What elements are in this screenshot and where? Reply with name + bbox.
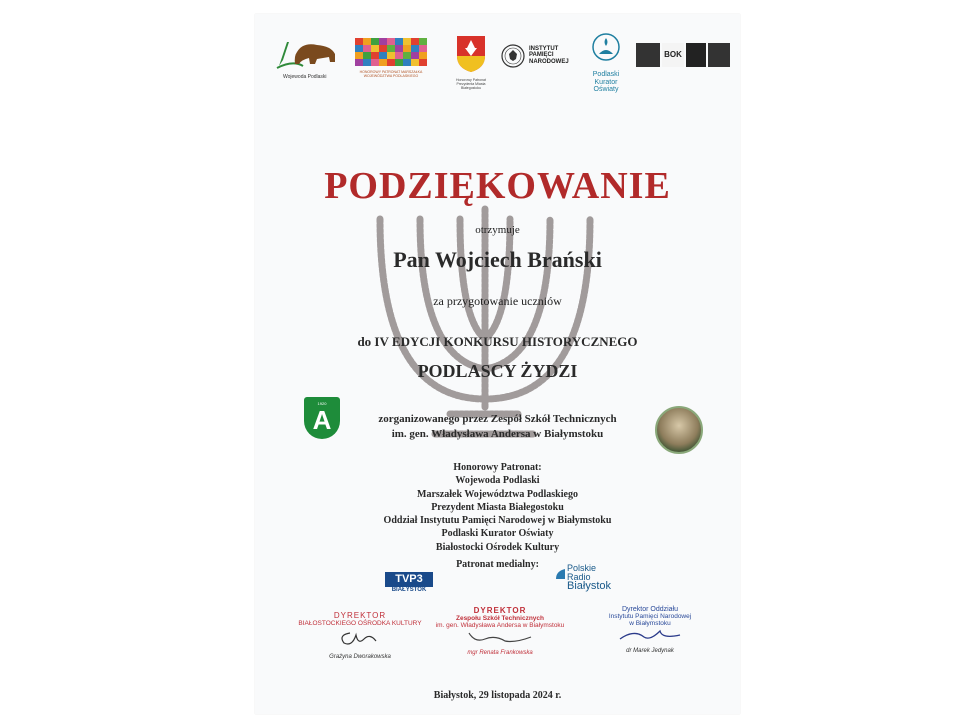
patron-item: Oddział Instytutu Pamięci Narodowej w Białymstoku [383, 515, 612, 527]
school-logo-year: 1920 [317, 401, 327, 406]
kurator-label [581, 71, 631, 94]
patron-item: Wojewoda Podlaski [455, 475, 540, 487]
marszalek-caption: HONOROWY PATRONAT MARSZAŁKA WOJEWÓDZTWA PODLASKIEGO [359, 70, 423, 78]
ipn-label [529, 46, 569, 65]
signature-sub: Instytutu Pamięci Narodowej [608, 613, 692, 620]
certificate-page [255, 14, 740, 714]
eagle-emblem-icon [501, 44, 525, 68]
school-logo-letter: A [312, 405, 332, 435]
certificate-title: PODZIĘKOWANIE [324, 165, 671, 207]
lamp-icon [591, 32, 621, 66]
media-heading: Patronat medialny: [456, 559, 539, 570]
signature-sub-2: im. gen. Władysława Andersa w Białymstoku [435, 622, 565, 629]
receives-text: otrzymuje [475, 224, 520, 236]
signature-name: Grażyna Dworakowska [329, 654, 391, 660]
signature-title: Dyrektor Oddziału [621, 606, 679, 613]
wojewoda-label: Wojewoda Podlaski [283, 74, 327, 80]
handwritten-signature [455, 629, 545, 645]
tvp3-logo [385, 572, 433, 596]
patron-item: Marszałek Województwa Podlaskiego [417, 488, 578, 500]
organizer-line-2: im. gen. Władysława Andersa w Białymstoku [391, 428, 604, 440]
prezydent-logo [451, 34, 491, 96]
edition-text: do IV EDYCJI KONKURSU HISTORYCZNEGO [357, 334, 638, 349]
signature-zst [425, 606, 575, 656]
ipn-line-2: PAMIĘCI [529, 52, 554, 59]
ipn-line-3: NARODOWEJ [529, 58, 569, 65]
signature-name: dr Marek Jedynak [626, 648, 674, 654]
radio-line-3: Białystok [567, 580, 612, 592]
signature-title: DYREKTOR [333, 611, 387, 620]
signature-bok [295, 611, 425, 660]
signature-name: mgr Renata Frankowska [467, 650, 533, 656]
kurator-line-2: Oświaty [593, 86, 619, 94]
ipn-logo [501, 44, 573, 74]
patronage-block [255, 461, 740, 554]
city-crest-icon [455, 34, 487, 74]
bok-label: BOK [662, 43, 684, 67]
signature-title: DYREKTOR [473, 606, 527, 615]
prezydent-caption: Honorowy Patronat Prezydenta Miasta Białegostoku [456, 78, 486, 90]
polskie-radio-logo [567, 564, 611, 591]
ipn-line-1: INSTYTUT [529, 46, 559, 52]
marszalek-logo [355, 38, 433, 84]
patronage-heading: Honorowy Patronat: [453, 462, 542, 473]
radio-line-1: Polskie [567, 563, 597, 573]
tvp3-sub: BIAŁYSTOK [391, 587, 427, 593]
wojewoda-logo [273, 36, 341, 84]
radio-wave-icon [555, 568, 567, 580]
mosaic-icon [355, 38, 427, 66]
date-line: Białystok, 29 listopada 2024 r. [433, 690, 562, 701]
recipient-name: Pan Wojciech Brański [393, 247, 602, 272]
bison-icon [273, 36, 341, 72]
kurator-logo [581, 32, 631, 94]
signature-sub: Zespołu Szkół Technicznych [455, 615, 544, 622]
tvp3-label: TVP3 [385, 572, 433, 587]
patron-item: Prezydent Miasta Białegostoku [431, 501, 564, 513]
patron-item: Białostocki Ośrodek Kultury [435, 541, 560, 553]
patron-item: Podlaski Kurator Oświaty [441, 528, 554, 540]
contest-name: PODLASCY ŻYDZI [417, 361, 578, 381]
radio-line-2: Radio [567, 572, 591, 582]
kurator-line-1: Podlaski Kurator [592, 71, 620, 86]
handwritten-signature [610, 627, 690, 643]
handwritten-signature [330, 627, 390, 649]
signature-sub-2: w Białymstoku [629, 620, 671, 627]
organizer-line-1: zorganizowanego przez Zespół Szkół Technicznych [378, 413, 617, 425]
signature-sub: BIAŁOSTOCKIEGO OŚRODKA KULTURY [298, 620, 422, 627]
signature-ipn [585, 606, 715, 654]
reason-text: za przygotowanie uczniów [433, 294, 562, 308]
bok-logo [636, 43, 730, 67]
